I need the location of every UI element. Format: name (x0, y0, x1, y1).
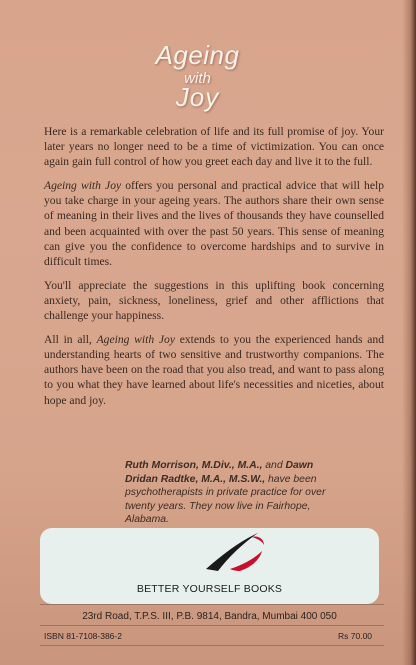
spine-shadow (402, 0, 416, 665)
blurb-text (44, 124, 384, 417)
blurb-paragraph-1: Here is a remarkable celebration of life and its full promise of joy. Your later years no longer need to be a time of victimization. You can once again gain full control of how you greet each day and live it to the full. (44, 125, 384, 169)
blurb-paragraph-4-pre: All in all, (44, 333, 97, 347)
book-title-line-3: Joy (175, 82, 220, 112)
author-bio (125, 459, 340, 527)
book-title-line-1: Ageing (155, 40, 240, 70)
divider-top (40, 604, 384, 605)
author-bio-text: have been psychotherapists in private practice for over twenty years. They now live in Fairhope, Alabama. (125, 473, 326, 526)
price: Rs 70.00 (338, 631, 373, 641)
book-title-line-2: with (184, 70, 211, 87)
author-name-2: Dawn Dridan Radtke, M.A., M.S.W., (125, 460, 314, 485)
publisher-address: 23rd Road, T.P.S. III, P.B. 9814, Bandra, Mumbai 400 050 (82, 611, 337, 622)
author-and: and (262, 460, 286, 471)
book-title-inline: Ageing with Joy (44, 179, 122, 193)
blurb-paragraph-2 (44, 178, 384, 269)
book-title-inline: Ageing with Joy (96, 333, 175, 347)
isbn: ISBN 81-7108-386-2 (44, 631, 122, 641)
swoosh-logo-icon (200, 529, 270, 573)
divider-bottom (40, 645, 384, 646)
divider-middle (40, 625, 384, 626)
blurb-paragraph-4 (44, 332, 384, 407)
blurb-paragraph-4-text: extends to you the experienced hands and understanding hearts of two sensitive and trustworthy companions. The authors have been on the road that you also tread, and want to pass along to you what they have learned about life's necessities and niceties, about hope and joy. (44, 333, 384, 407)
author-name-1: Ruth Morrison, M.Div., M.A., (125, 460, 263, 471)
blurb-paragraph-3: You'll appreciate the suggestions in this uplifting book concerning anxiety, pain, sickness, loneliness, grief and other afflictions that challenge your happiness. (44, 278, 384, 323)
blurb-paragraph-2-text: offers you personal and practical advice that will help you take charge in your ageing years. The authors share their own sense of meaning in their lives and the lives of thousands they have counselled and been acquainted with over the past 50 years. This sense of meaning can give you the confidence to overcome hardships and to survive in difficult times. (44, 179, 384, 268)
publisher-name: BETTER YOURSELF BOOKS (136, 583, 283, 595)
